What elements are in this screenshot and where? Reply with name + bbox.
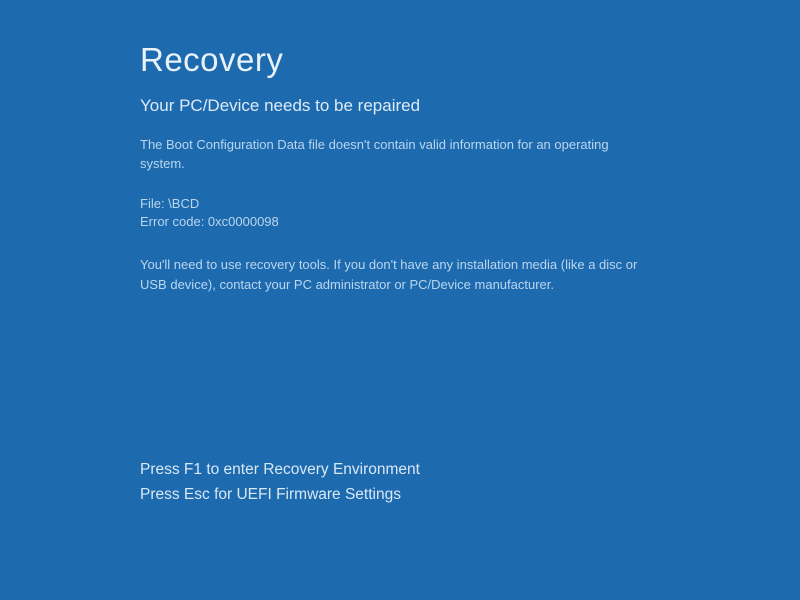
esc-uefi-hint: Press Esc for UEFI Firmware Settings <box>140 485 401 503</box>
recovery-instructions: You'll need to use recovery tools. If you don't have any installation media (like a disc or USB device), contact your PC administrator or PC/Device manufacturer. <box>140 257 638 293</box>
error-details <box>140 195 650 233</box>
error-description: The Boot Configuration Data file doesn't contain valid information for an operating system. <box>140 136 609 172</box>
file-line: File: \BCD <box>140 195 200 211</box>
repair-needed-subtitle: Your PC/Device needs to be repaired <box>140 95 421 115</box>
keyboard-hints <box>140 458 420 508</box>
recovery-message-block <box>140 40 650 296</box>
page-title: Recovery <box>140 41 284 78</box>
f1-recovery-hint: Press F1 to enter Recovery Environment <box>140 461 420 478</box>
error-code-line: Error code: 0xc0000098 <box>140 214 279 230</box>
